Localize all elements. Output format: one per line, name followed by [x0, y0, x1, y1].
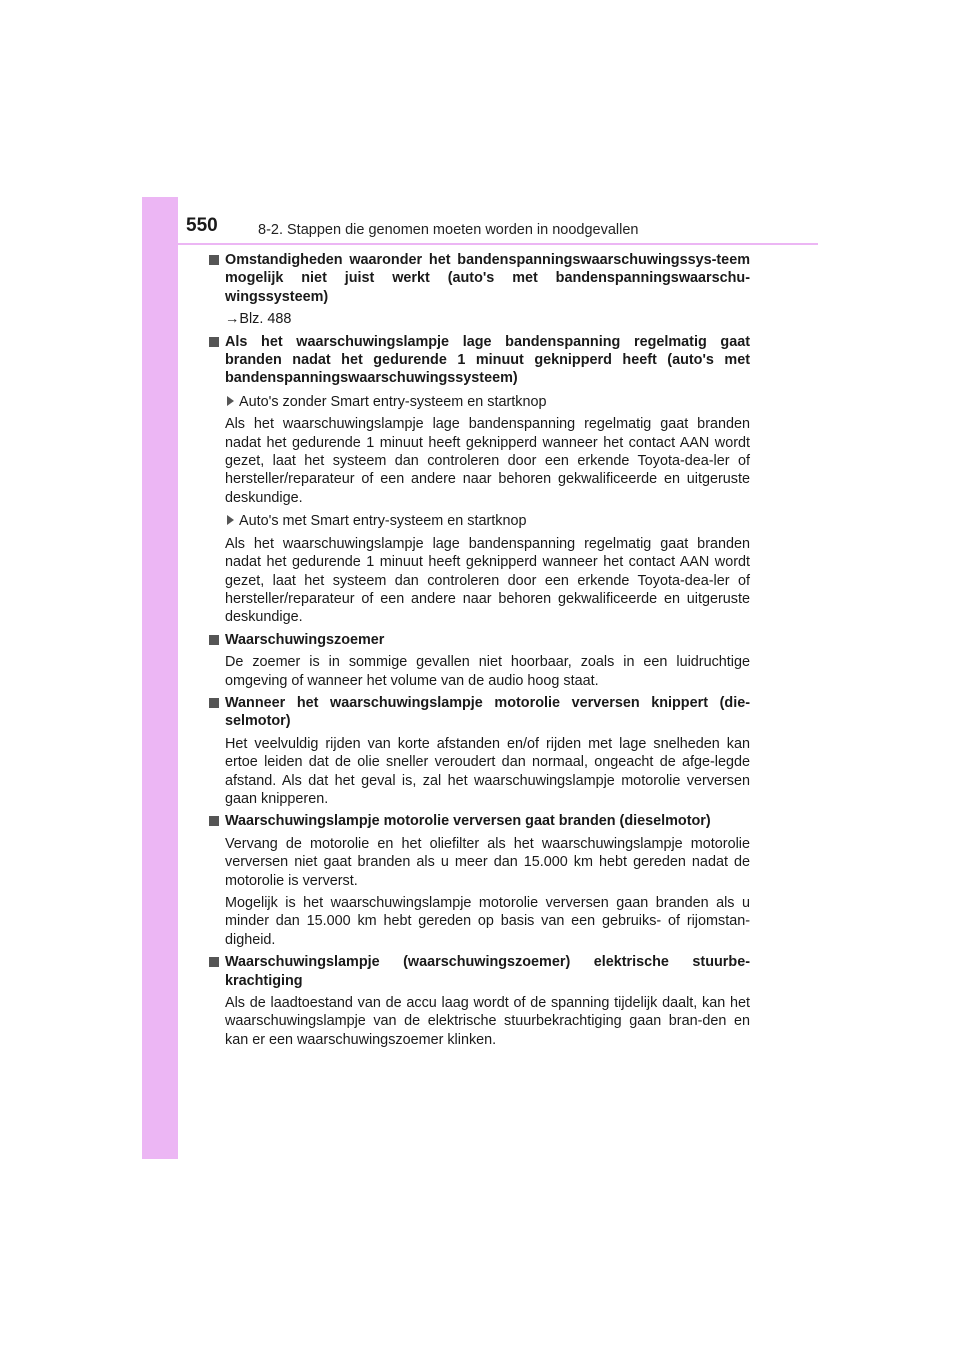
paragraph: Mogelijk is het waarschuwingslampje motorolie verversen gaan branden als u minder dan 15.000 km hebt gereden op basis van een gebruiks- of rijomstan-digheid. — [225, 895, 750, 948]
paragraph: Als het waarschuwingslampje lage bandenspanning regelmatig gaat branden nadat het gedurende 1 minuut heeft geknipperd wanneer het contact AAN wordt gezet, laat het systeem dan controleren door een erkende Toyota-dea-ler of hersteller/reparateur of een andere naar behoren gekwalificeerde en uitgeruste deskundige. — [225, 416, 750, 506]
square-bullet-icon — [209, 698, 219, 708]
chapter-sidebar — [142, 197, 178, 1159]
sub-heading: Auto's zonder Smart entry-systeem en startknop — [209, 393, 750, 411]
square-bullet-icon — [209, 816, 219, 826]
arrow-icon: → — [225, 311, 240, 328]
section-title: Als het waarschuwingslampje lage bandenspanning regelmatig gaat branden nadat het gedurende 1 minuut geknipperd heeft (auto's met bandenspanningswaarschuwingssysteem) — [209, 333, 750, 388]
section-title: Waarschuwingslampje (waarschuwingszoemer) elektrische stuurbe-krachtiging — [209, 953, 750, 990]
sub-heading: Auto's met Smart entry-systeem en startknop — [209, 512, 750, 530]
paragraph: Als de laadtoestand van de accu laag wordt of de spanning tijdelijk daalt, kan het waarschuwingslampje van de elektrische stuurbekrachtiging gaan bran-den en kan er een waarschuwingszoemer klinken. — [225, 995, 750, 1048]
page-reference — [209, 310, 750, 328]
paragraph: De zoemer is in sommige gevallen niet hoorbaar, zoals in een luidruchtige omgeving of wanneer het volume van de audio hoog staat. — [225, 654, 750, 689]
page-number: 550 — [186, 215, 218, 236]
section-power-steering — [209, 953, 750, 1049]
section-oil-change-blinking — [209, 694, 750, 808]
triangle-bullet-icon — [227, 396, 234, 406]
content — [209, 251, 750, 1053]
square-bullet-icon — [209, 635, 219, 645]
square-bullet-icon — [209, 957, 219, 967]
square-bullet-icon — [209, 337, 219, 347]
paragraph: Het veelvuldig rijden van korte afstanden en/of rijden met lage snelheden kan ertoe leiden dat de olie sneller veroudert dan normaal, ongeacht de afge-legde afstand. Als dat het geval is, zal het waarschuwingslampje motorolie verversen gaan knipperen. — [225, 735, 750, 807]
section-tire-pressure-malfunction — [209, 251, 750, 329]
section-oil-change-on — [209, 812, 750, 949]
triangle-bullet-icon — [227, 515, 234, 525]
section-title: Waarschuwingszoemer — [209, 631, 750, 649]
header-rule — [178, 243, 818, 245]
section-tire-pressure-light — [209, 333, 750, 627]
paragraph: Als het waarschuwingslampje lage bandenspanning regelmatig gaat branden nadat het gedurende 1 minuut heeft geknipperd wanneer het contact AAN wordt gezet, laat het systeem dan controleren door een erkende Toyota-dea-ler of hersteller/reparateur of een andere naar behoren gekwalificeerde en uitgeruste deskundige. — [225, 535, 750, 626]
section-warning-buzzer — [209, 631, 750, 690]
section-title: Waarschuwingslampje motorolie verversen gaat branden (dieselmotor) — [209, 812, 750, 830]
paragraph: Vervang de motorolie en het oliefilter als het waarschuwingslampje motorolie verversen niet gaat branden als u meer dan 15.000 km hebt gereden nadat de motorolie is ververst. — [225, 835, 750, 889]
square-bullet-icon — [209, 255, 219, 265]
section-title: Omstandigheden waaronder het bandenspanningswaarschuwingssys-teem mogelijk niet juist werkt (auto's met bandenspanningswaarschu-wingssysteem) — [209, 251, 750, 306]
section-title: Wanneer het waarschuwingslampje motorolie verversen knippert (die-selmotor) — [209, 694, 750, 731]
chapter-title: 8-2. Stappen die genomen moeten worden in noodgevallen — [258, 222, 639, 238]
page-reference-link[interactable]: Blz. 488 — [239, 311, 292, 328]
